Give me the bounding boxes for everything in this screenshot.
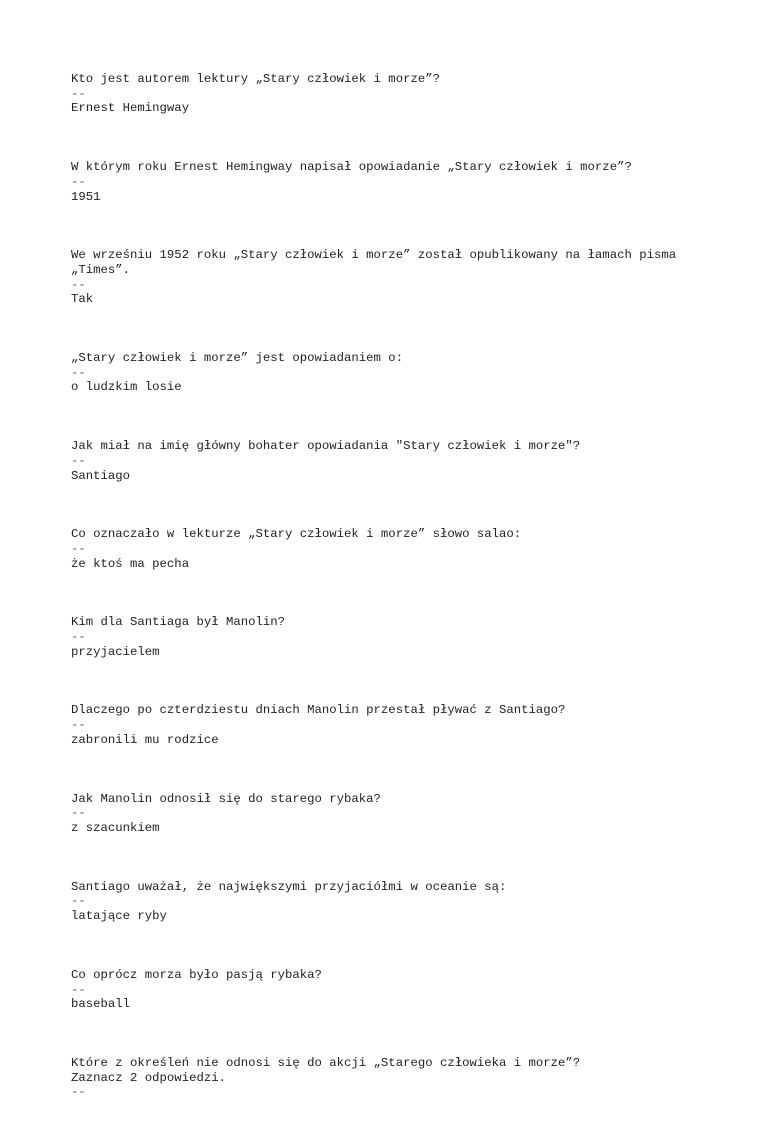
qa-block: [71, 792, 731, 836]
qa-block: [71, 1056, 731, 1100]
question-text: Santiago uważał, że największymi przyjaciółmi w oceanie są:: [71, 879, 507, 894]
question-text: Kto jest autorem lektury „Stary człowiek i morze”?: [71, 72, 440, 86]
answer-text: 1951: [71, 189, 101, 204]
qa-block: [71, 615, 731, 659]
separator: --: [71, 806, 86, 821]
answer-text: baseball: [71, 997, 131, 1012]
separator: --: [71, 982, 86, 997]
qa-block: [71, 72, 731, 116]
qa-block: [71, 968, 731, 1012]
question-text: Dlaczego po czterdziestu dniach Manolin przestał pływać z Santiago?: [71, 703, 566, 718]
question-text: We wrześniu 1952 roku „Stary człowiek i morze” został opublikowany na łamach pisma: [71, 248, 677, 263]
answer-text: o ludzkim losie: [71, 380, 182, 395]
separator: --: [71, 174, 86, 189]
question-text: „Stary człowiek i morze” jest opowiadaniem o:: [71, 351, 404, 366]
separator: --: [71, 718, 86, 733]
question-text: Kim dla Santiaga był Manolin?: [71, 615, 286, 630]
answer-text: Santiago: [71, 468, 131, 483]
qa-block: [71, 527, 731, 571]
question-text: Zaznacz 2 odpowiedzi.: [71, 1070, 226, 1085]
question-text: Co oznaczało w lekturze „Stary człowiek i morze” słowo salao:: [71, 527, 522, 542]
qa-block: [71, 880, 731, 924]
question-text: Które z określeń nie odnosi się do akcji „Starego człowieka i morze”?: [71, 1055, 581, 1070]
answer-text: Ernest Hemingway: [71, 101, 190, 116]
separator: --: [71, 541, 86, 556]
qa-block: [71, 160, 731, 204]
separator: --: [71, 365, 86, 380]
answer-text: zabronili mu rodzice: [71, 732, 219, 747]
qa-block: [71, 703, 731, 747]
separator: --: [71, 1085, 86, 1100]
separator: --: [71, 894, 86, 909]
qa-block: [71, 351, 731, 395]
qa-block: [71, 439, 731, 483]
question-text: Jak Manolin odnosił się do starego rybaka?: [71, 791, 381, 806]
question-text: „Times”.: [71, 262, 131, 277]
qa-block: [71, 248, 731, 307]
separator: --: [71, 86, 86, 101]
answer-text: latające ryby: [71, 909, 167, 924]
question-text: Jak miał na imię główny bohater opowiadania "Stary człowiek i morze"?: [71, 439, 581, 454]
document-page: [71, 72, 731, 1144]
answer-text: że ktoś ma pecha: [71, 556, 190, 571]
separator: --: [71, 453, 86, 468]
question-text: Co oprócz morza było pasją rybaka?: [71, 967, 322, 982]
answer-text: Tak: [71, 292, 94, 307]
answer-text: z szacunkiem: [71, 820, 160, 835]
answer-text: przyjacielem: [71, 644, 160, 659]
separator: --: [71, 630, 86, 645]
separator: --: [71, 277, 86, 292]
question-text: W którym roku Ernest Hemingway napisał opowiadanie „Stary człowiek i morze”?: [71, 160, 632, 175]
